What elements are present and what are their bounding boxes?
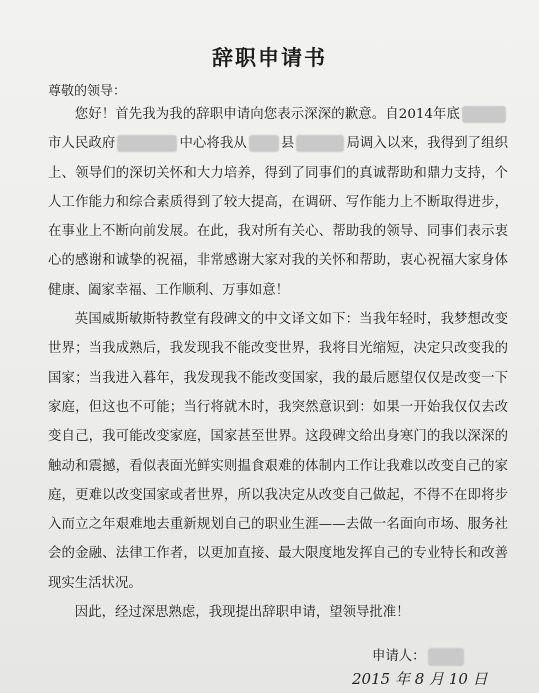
salutation: 尊敬的领导： xyxy=(48,84,127,99)
paragraph-1-part-4: 县 xyxy=(280,136,295,152)
paragraph-1-part-2: 市人民政府 xyxy=(48,136,116,152)
paragraph-1-part-1: 您好！首先我为我的辞职申请向您表示深深的歉意。自2014年底 xyxy=(74,107,460,122)
paragraph-1-part-3: 中心将我从 xyxy=(179,136,247,152)
applicant-signature xyxy=(372,645,466,666)
letter-body xyxy=(48,100,508,627)
redacted-name xyxy=(428,648,464,666)
paragraph-3: 因此，经过深思熟虑，我现提出辞职申请，望领导批准！ xyxy=(74,605,410,621)
redacted-block xyxy=(117,135,177,152)
redacted-block xyxy=(296,135,344,152)
redacted-block xyxy=(462,106,506,123)
paragraph-1-part-5: 局调入以来，我得到了组织上、领导们的深切关怀和大力培养，得到了同事们的真诚帮助和鼎力支持，个人工作能力和综合素质得到了较大提高，在调研、写作能力上不断取得进步，在事业上不断向前发展。在此，我对所有关心、帮助我的领导、同事们表示衷心的感谢和诚挚的祝福，非常感谢大家对我的关怀和帮助，衷心祝福大家身体健康、阖家幸福、工作顺利、万事如意！ xyxy=(48,136,509,298)
page-title: 辞职申请书 xyxy=(212,46,327,70)
redacted-block xyxy=(249,135,279,152)
paragraph-2: 英国威斯敏斯特教堂有段碑文的中文译文如下：当我年轻时，我梦想改变世界；当我成熟后，我发现我不能改变世界，我将目光缩短，决定只改变我的国家；当我进入暮年，我发现我不能改变国家，我的最后愿望仅仅是改变一下家庭，但这也不可能；当行将就木时，我突然意识到：如果一开始我仅仅去改变自己，我可能改变家庭，国家甚至世界。这段碑文给出身寒门的我以深深的触动和震撼，看似表面光鲜实则揾食艰难的体制内工作让我难以改变自己的家庭，更难以改变国家或者世界，所以我决定从改变自己做起，不得不在即将步入而立之年艰难地去重新规划自己的职业生涯——去做一名面向市场、服务社会的金融、法律工作者，以更加直接、最大限度地发挥自己的专业特长和改善现实生活状况。 xyxy=(48,312,508,591)
signature-date: 2015 年 8 月 10 日 xyxy=(352,670,488,688)
paragraph-1 xyxy=(48,100,508,305)
applicant-label: 申请人： xyxy=(372,649,426,664)
